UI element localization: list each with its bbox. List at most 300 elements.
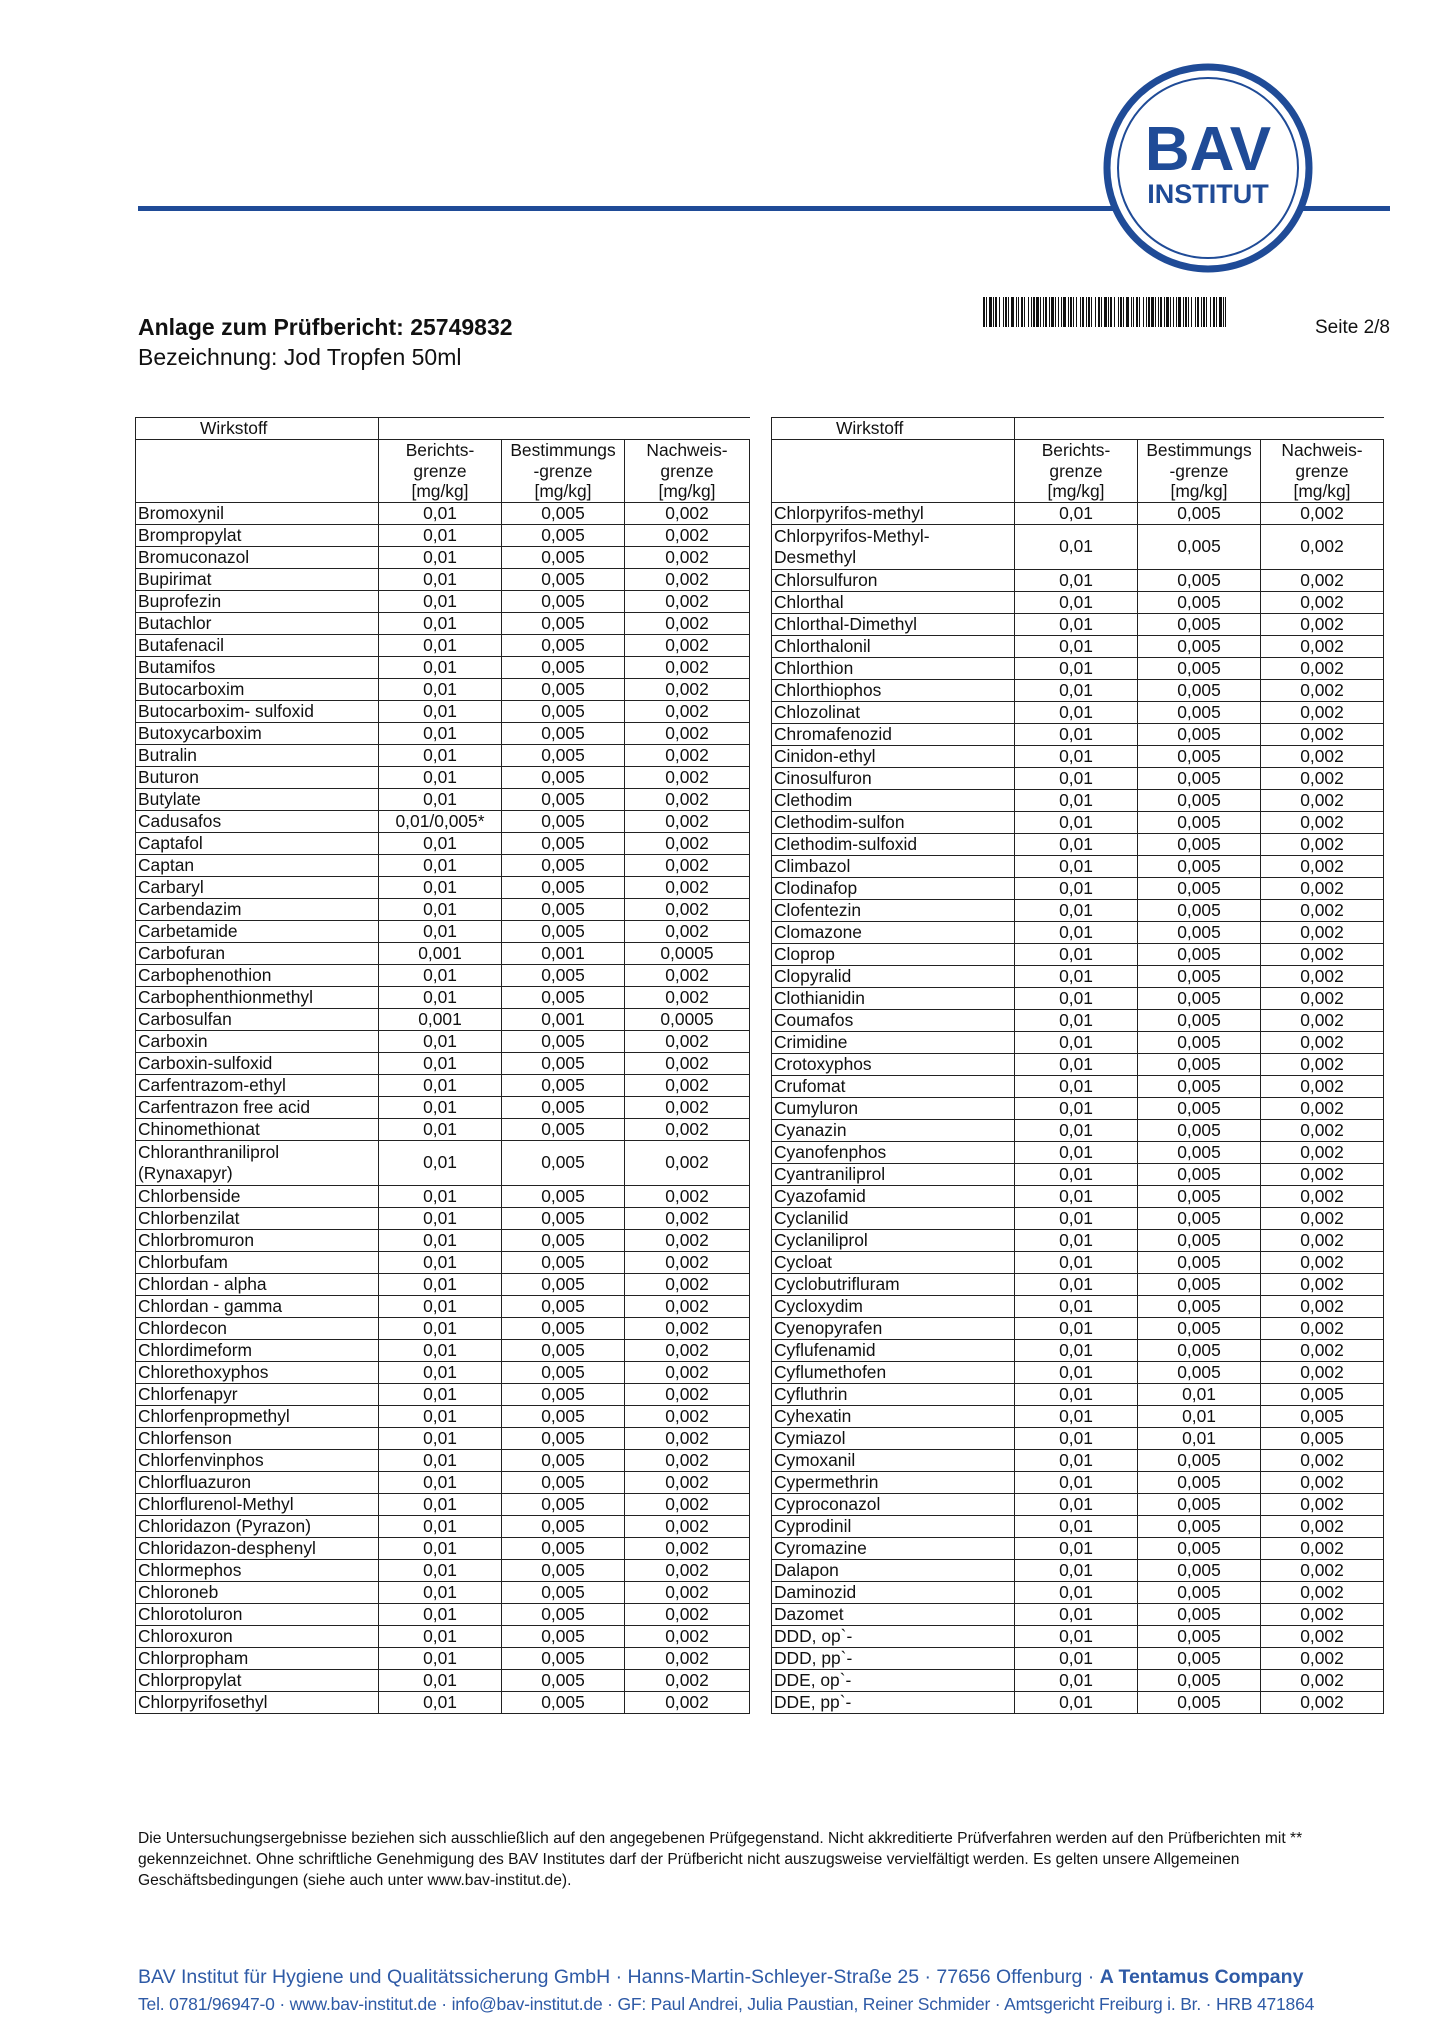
detection-limit-value: 0,002 [1261, 1229, 1384, 1251]
detection-limit-value: 0,002 [625, 1074, 750, 1096]
table-row [772, 1053, 1384, 1075]
quantification-limit-value: 0,005 [502, 832, 625, 854]
barcode-bar [1049, 297, 1050, 327]
detection-limit-value: 0,002 [1261, 789, 1384, 811]
detection-limit-value: 0,002 [625, 1096, 750, 1118]
report-limit-value: 0,01 [379, 656, 502, 678]
detection-limit-value: 0,002 [1261, 1119, 1384, 1141]
quantification-limit-value: 0,005 [502, 1207, 625, 1229]
substance-name: Butachlor [136, 612, 379, 634]
report-limit-value: 0,01 [1015, 1031, 1138, 1053]
detection-limit-value: 0,002 [625, 1383, 750, 1405]
quantification-limit-value: 0,005 [1138, 723, 1261, 745]
table-row [772, 1163, 1384, 1185]
detection-limit-value: 0,002 [1261, 1141, 1384, 1163]
detection-limit-value: 0,002 [625, 1405, 750, 1427]
detection-limit-value: 0,002 [625, 1581, 750, 1603]
substance-name: Chlorotoluron [136, 1603, 379, 1625]
barcode-bar [1076, 297, 1077, 327]
table-row [772, 502, 1384, 524]
report-limit-value: 0,01 [379, 854, 502, 876]
report-limit-value: 0,01 [379, 1185, 502, 1207]
detection-limit-value: 0,002 [1261, 877, 1384, 899]
barcode-bar [1123, 297, 1124, 327]
detection-limit-value: 0,0005 [625, 942, 750, 964]
barcode-bar [1151, 297, 1154, 327]
table-row [136, 1074, 750, 1096]
substance-name: Clethodim-sulfoxid [772, 833, 1015, 855]
quantification-limit-value: 0,005 [1138, 767, 1261, 789]
substance-name: Bupirimat [136, 568, 379, 590]
report-limit-value: 0,01 [1015, 701, 1138, 723]
detection-limit-value: 0,002 [1261, 613, 1384, 635]
report-limit-value: 0,01 [1015, 1207, 1138, 1229]
detection-limit-value: 0,002 [1261, 1515, 1384, 1537]
quantification-limit-value: 0,005 [502, 1317, 625, 1339]
quantification-limit-value: 0,005 [502, 810, 625, 832]
report-limit-header-l1: Berichts- [1041, 440, 1111, 460]
substance-name: DDD, pp`- [772, 1647, 1015, 1669]
table-row [772, 877, 1384, 899]
quantification-limit-value: 0,005 [1138, 1317, 1261, 1339]
report-limit-value: 0,01 [379, 1471, 502, 1493]
substance-name: Cyanazin [772, 1119, 1015, 1141]
detection-limit-value: 0,002 [1261, 1581, 1384, 1603]
report-limit-value: 0,01 [379, 1317, 502, 1339]
barcode-bar [1061, 297, 1062, 327]
substance-name: Chlormephos [136, 1559, 379, 1581]
report-limit-value: 0,01 [379, 788, 502, 810]
detection-limit-value: 0,002 [1261, 1317, 1384, 1339]
report-limit-value: 0,01 [1015, 767, 1138, 789]
report-limit-value: 0,01 [379, 1559, 502, 1581]
detection-limit-value: 0,002 [1261, 1295, 1384, 1317]
substance-name: Chlorethoxyphos [136, 1361, 379, 1383]
barcode-bar [1033, 297, 1035, 327]
table-row [772, 943, 1384, 965]
detection-limit-value: 0,002 [625, 898, 750, 920]
report-limit-value: 0,01 [1015, 1339, 1138, 1361]
table-row [772, 921, 1384, 943]
table-row [136, 568, 750, 590]
report-limit-value: 0,01 [379, 1074, 502, 1096]
detection-limit-value: 0,002 [1261, 965, 1384, 987]
barcode-bar [1160, 297, 1162, 327]
substance-name: Chinomethionat [136, 1118, 379, 1140]
table-body-right [772, 502, 1384, 1713]
report-limit-header-l2: grenze [413, 460, 467, 481]
substance-name: Butralin [136, 744, 379, 766]
barcode-bar [1024, 297, 1025, 327]
substance-name: Chloridazon-desphenyl [136, 1537, 379, 1559]
quantification-limit-header-l1: Bestimmungs [1146, 440, 1252, 460]
quantification-limit-value: 0,005 [502, 568, 625, 590]
barcode-bar [1091, 297, 1092, 327]
quantification-limit-value: 0,005 [1138, 1185, 1261, 1207]
report-limit-value: 0,01 [1015, 1009, 1138, 1031]
table-row [136, 1096, 750, 1118]
detection-limit-value: 0,002 [625, 920, 750, 942]
substance-name: Cadusafos [136, 810, 379, 832]
table-row [772, 1427, 1384, 1449]
substance-name: Cyclaniliprol [772, 1229, 1015, 1251]
substance-name: Climbazol [772, 855, 1015, 877]
quantification-limit-value: 0,005 [1138, 1647, 1261, 1669]
report-limit-header [1015, 440, 1138, 503]
detection-limit-value: 0,002 [1261, 701, 1384, 723]
quantification-limit-value: 0,005 [1138, 855, 1261, 877]
report-limit-value: 0,01 [1015, 855, 1138, 877]
table-row [772, 524, 1384, 569]
report-limit-value: 0,01 [1015, 1449, 1138, 1471]
bav-logo [1102, 62, 1314, 274]
report-limit-value: 0,01 [379, 1427, 502, 1449]
report-limit-value: 0,001 [379, 1008, 502, 1030]
barcode-bar [1131, 297, 1132, 327]
substance-header: Wirkstoff [772, 418, 1015, 440]
quantification-limit-value: 0,005 [502, 920, 625, 942]
logo-text-institut: INSTITUT [1147, 179, 1269, 209]
barcode-bar [1166, 297, 1169, 327]
barcode-bar [995, 297, 997, 327]
detection-limit-value: 0,002 [625, 1559, 750, 1581]
detection-limit-value: 0,002 [625, 832, 750, 854]
quantification-limit-value: 0,005 [1138, 789, 1261, 811]
table-row [136, 898, 750, 920]
quantification-limit-value: 0,005 [1138, 899, 1261, 921]
report-limit-value: 0,01 [379, 678, 502, 700]
substance-name: Brompropylat [136, 524, 379, 546]
quantification-limit-value: 0,005 [502, 964, 625, 986]
substance-name: Chloridazon (Pyrazon) [136, 1515, 379, 1537]
report-limit-value: 0,01 [379, 1118, 502, 1140]
quantification-limit-value: 0,005 [502, 898, 625, 920]
table-row [136, 546, 750, 568]
quantification-limit-value: 0,01 [1138, 1405, 1261, 1427]
quantification-limit-value: 0,005 [1138, 877, 1261, 899]
detection-limit-value: 0,002 [625, 964, 750, 986]
substance-name: Chlorpyrifos-Methyl- Desmethyl [772, 524, 1015, 569]
barcode-bar [989, 297, 992, 327]
detection-limit-value: 0,005 [1261, 1427, 1384, 1449]
table-row [772, 1449, 1384, 1471]
detection-limit-header-l3: [mg/kg] [1293, 481, 1351, 501]
barcode-bar [1143, 297, 1144, 327]
substance-name: Chlorthal [772, 591, 1015, 613]
quantification-limit-value: 0,005 [502, 1096, 625, 1118]
barcode-bar [999, 297, 1000, 327]
table-row [772, 1295, 1384, 1317]
detection-limit-value: 0,002 [625, 678, 750, 700]
detection-limit-value: 0,002 [625, 1625, 750, 1647]
detection-limit-value: 0,002 [1261, 1163, 1384, 1185]
report-limit-value: 0,01 [1015, 1361, 1138, 1383]
table-row [136, 634, 750, 656]
substance-name: Chlorfenpropmethyl [136, 1405, 379, 1427]
table-row [136, 1118, 750, 1140]
table-row [136, 1625, 750, 1647]
substance-name: Bromuconazol [136, 546, 379, 568]
substance-name: Chlorbenzilat [136, 1207, 379, 1229]
report-limit-value: 0,01 [1015, 524, 1138, 569]
barcode-bar [1120, 297, 1122, 327]
table-row [772, 1075, 1384, 1097]
disclaimer-text: Die Untersuchungsergebnisse beziehen sich ausschließlich auf den angegebenen Prüfgegenstand. Nicht akkreditierte Prüfverfahren werden auf den Prüfberichten mit ** gekennzeichnet. Ohne schriftliche Genehmigung des BAV Institutes darf der Prüfbericht nicht auszugsweise vervielfältigt werden. Es gelten unsere Allgemeinen Geschäftsbedingungen (siehe auch unter www.bav-institut.de). [138, 1830, 1303, 1889]
table-row [772, 701, 1384, 723]
detection-limit-value: 0,002 [625, 1493, 750, 1515]
detection-limit-value: 0,002 [625, 1647, 750, 1669]
quantification-limit-value: 0,005 [502, 788, 625, 810]
detection-limit-value: 0,002 [1261, 1669, 1384, 1691]
detection-limit-value: 0,002 [1261, 1559, 1384, 1581]
quantification-limit-value: 0,005 [502, 1647, 625, 1669]
barcode-bar [1206, 297, 1207, 327]
report-limit-value: 0,01 [1015, 1691, 1138, 1713]
substance-name: Cycloxydim [772, 1295, 1015, 1317]
quantification-limit-value: 0,005 [1138, 1207, 1261, 1229]
quantification-limit-value: 0,005 [1138, 987, 1261, 1009]
report-limit-value: 0,01 [379, 744, 502, 766]
quantification-limit-value: 0,005 [502, 502, 625, 524]
substance-name: Cyclanilid [772, 1207, 1015, 1229]
substance-name: Cyclobutrifluram [772, 1273, 1015, 1295]
detection-limit-value: 0,002 [1261, 899, 1384, 921]
table-row [772, 1207, 1384, 1229]
table-row [136, 590, 750, 612]
substance-name: Cyhexatin [772, 1405, 1015, 1427]
quantification-limit-value: 0,001 [502, 1008, 625, 1030]
table-row [136, 942, 750, 964]
detection-limit-value: 0,002 [625, 1052, 750, 1074]
report-limit-value: 0,01 [379, 1383, 502, 1405]
report-limit-value: 0,01 [379, 1361, 502, 1383]
barcode-bar [1005, 297, 1007, 327]
substance-name: Butocarboxim- sulfoxid [136, 700, 379, 722]
barcode-bar [1018, 297, 1019, 327]
detection-limit-header-l3: [mg/kg] [658, 481, 716, 501]
report-limit-value: 0,01 [1015, 745, 1138, 767]
barcode-bar [1021, 297, 1023, 327]
quantification-limit-value: 0,005 [1138, 1295, 1261, 1317]
barcode-bar [1031, 297, 1032, 327]
barcode-bar [1195, 297, 1196, 327]
quantification-limit-value: 0,005 [1138, 745, 1261, 767]
detection-limit-value: 0,002 [1261, 569, 1384, 591]
barcode-bar [1068, 297, 1069, 327]
substance-name: Chlordimeform [136, 1339, 379, 1361]
barcode-bar [986, 297, 987, 327]
detection-limit-value: 0,002 [1261, 679, 1384, 701]
quantification-limit-value: 0,005 [502, 700, 625, 722]
detection-limit-value: 0,002 [1261, 1185, 1384, 1207]
barcode-bar [1219, 297, 1222, 327]
substance-name: Coumafos [772, 1009, 1015, 1031]
substance-name: Chlorfluazuron [136, 1471, 379, 1493]
substance-name: Clomazone [772, 921, 1015, 943]
table-row [136, 1339, 750, 1361]
substance-name: Chlorpropham [136, 1647, 379, 1669]
quantification-limit-value: 0,005 [1138, 1493, 1261, 1515]
barcode-bar [1133, 297, 1134, 327]
report-limit-value: 0,01 [379, 1625, 502, 1647]
quantification-limit-value: 0,005 [502, 1625, 625, 1647]
table-row [136, 1140, 750, 1185]
quantification-limit-value: 0,005 [1138, 1251, 1261, 1273]
quantification-limit-value: 0,005 [502, 1074, 625, 1096]
quantification-limit-value: 0,005 [502, 678, 625, 700]
report-limit-value: 0,01 [1015, 591, 1138, 613]
substance-name: Cymoxanil [772, 1449, 1015, 1471]
detection-limit-value: 0,002 [1261, 1207, 1384, 1229]
barcode-bar [1118, 297, 1119, 327]
detection-limit-value: 0,002 [1261, 987, 1384, 1009]
substance-name: Cymiazol [772, 1427, 1015, 1449]
report-limit-value: 0,01 [379, 1537, 502, 1559]
quantification-limit-value: 0,005 [502, 1493, 625, 1515]
quantification-limit-header-l1: Bestimmungs [510, 440, 616, 460]
report-limit-value: 0,01 [1015, 1427, 1138, 1449]
detection-limit-value: 0,002 [1261, 1471, 1384, 1493]
barcode-bar [1178, 297, 1181, 327]
report-limit-value: 0,01 [379, 1603, 502, 1625]
barcode-bar [1223, 297, 1224, 327]
quantification-limit-value: 0,005 [1138, 1075, 1261, 1097]
detection-limit-value: 0,002 [1261, 524, 1384, 569]
barcode-bar [1101, 297, 1102, 327]
table-row [772, 591, 1384, 613]
quantification-limit-value: 0,005 [502, 744, 625, 766]
barcode-bar [1146, 297, 1147, 327]
substance-name: Chlorbufam [136, 1251, 379, 1273]
substance-name: Carbaryl [136, 876, 379, 898]
quantification-limit-value: 0,005 [1138, 1273, 1261, 1295]
page-number: Seite 2/8 [1315, 317, 1390, 338]
detection-limit-value: 0,002 [625, 546, 750, 568]
detection-limit-value: 0,002 [1261, 1075, 1384, 1097]
table-row [136, 1383, 750, 1405]
table-row [772, 1581, 1384, 1603]
table-row [136, 1185, 750, 1207]
substance-name: Crufomat [772, 1075, 1015, 1097]
report-limit-value: 0,01 [379, 876, 502, 898]
substance-name: Chlorthalonil [772, 635, 1015, 657]
detection-limit-value: 0,002 [625, 1273, 750, 1295]
table-row [136, 854, 750, 876]
detection-limit-value: 0,002 [625, 1361, 750, 1383]
report-limit-value: 0,01 [1015, 1471, 1138, 1493]
substance-name: Chlordecon [136, 1317, 379, 1339]
table-row [136, 1559, 750, 1581]
report-limit-value: 0,01 [1015, 1097, 1138, 1119]
report-limit-value: 0,01 [1015, 1669, 1138, 1691]
substance-subheader [772, 440, 1015, 503]
table-row [136, 1669, 750, 1691]
detection-limit-value: 0,002 [1261, 833, 1384, 855]
quantification-limit-value: 0,005 [1138, 1141, 1261, 1163]
quantification-limit-value: 0,005 [1138, 569, 1261, 591]
quantification-limit-value: 0,005 [502, 1449, 625, 1471]
quantification-limit-value: 0,005 [502, 1471, 625, 1493]
quantification-limit-value: 0,005 [1138, 613, 1261, 635]
barcode-bar [1028, 297, 1029, 327]
detection-limit-value: 0,002 [625, 1317, 750, 1339]
report-limit-value: 0,01 [379, 898, 502, 920]
detection-limit-header [1261, 440, 1384, 503]
report-limit-value: 0,01 [379, 502, 502, 524]
table-row [136, 1030, 750, 1052]
table-row [772, 613, 1384, 635]
substance-name: Butocarboxim [136, 678, 379, 700]
barcode-bar [1080, 297, 1081, 327]
report-limit-value: 0,01 [379, 634, 502, 656]
detection-limit-value: 0,002 [1261, 1053, 1384, 1075]
quantification-limit-value: 0,005 [502, 766, 625, 788]
table-row [136, 1603, 750, 1625]
quantification-limit-value: 0,005 [502, 1052, 625, 1074]
substance-name: Captan [136, 854, 379, 876]
substance-name: Cinidon-ethyl [772, 745, 1015, 767]
table-row [772, 1229, 1384, 1251]
substance-name: Cyromazine [772, 1537, 1015, 1559]
substance-name: Chlorthiophos [772, 679, 1015, 701]
report-limit-value: 0,01 [1015, 1405, 1138, 1427]
detection-limit-value: 0,002 [1261, 1361, 1384, 1383]
table-row [772, 1141, 1384, 1163]
detection-limit-value: 0,002 [625, 788, 750, 810]
substance-name: Chlorthion [772, 657, 1015, 679]
table-row [772, 1383, 1384, 1405]
quantification-limit-value: 0,005 [502, 1603, 625, 1625]
footer-address [138, 1966, 1390, 1989]
substance-name: Carfentrazon free acid [136, 1096, 379, 1118]
detection-limit-value: 0,002 [625, 1251, 750, 1273]
substance-name: Carfentrazom-ethyl [136, 1074, 379, 1096]
report-limit-header-l2: grenze [1049, 460, 1103, 481]
detection-limit-value: 0,002 [1261, 1691, 1384, 1713]
report-limit-value: 0,01 [1015, 1493, 1138, 1515]
detection-limit-value: 0,002 [625, 810, 750, 832]
table-row [136, 656, 750, 678]
table-row [136, 832, 750, 854]
barcode-bar [1073, 297, 1074, 327]
quantification-limit-value: 0,005 [502, 1295, 625, 1317]
detection-limit-value: 0,002 [625, 634, 750, 656]
quantification-limit-value: 0,005 [502, 986, 625, 1008]
substance-name: Chlorfenapyr [136, 1383, 379, 1405]
detection-limit-value: 0,002 [625, 1118, 750, 1140]
report-limit-value: 0,01 [1015, 1273, 1138, 1295]
table-row [772, 1339, 1384, 1361]
substance-name: DDE, pp`- [772, 1691, 1015, 1713]
detection-limit-value: 0,002 [1261, 635, 1384, 657]
barcode-bar [1108, 297, 1109, 327]
quantification-limit-value: 0,005 [1138, 1097, 1261, 1119]
barcode-bar [1114, 297, 1115, 327]
quantification-limit-value: 0,005 [1138, 1449, 1261, 1471]
barcode-bar [1040, 297, 1041, 327]
report-limit-value: 0,01 [1015, 1185, 1138, 1207]
detection-limit-value: 0,002 [1261, 1537, 1384, 1559]
substance-name: Buturon [136, 766, 379, 788]
report-limit-value: 0,01 [379, 1691, 502, 1713]
report-limit-value: 0,01 [1015, 613, 1138, 635]
quantification-limit-value: 0,005 [502, 722, 625, 744]
table-row [136, 1052, 750, 1074]
detection-limit-value: 0,002 [1261, 811, 1384, 833]
table-row [772, 1251, 1384, 1273]
table-row [772, 1097, 1384, 1119]
report-limit-value: 0,01 [1015, 1075, 1138, 1097]
